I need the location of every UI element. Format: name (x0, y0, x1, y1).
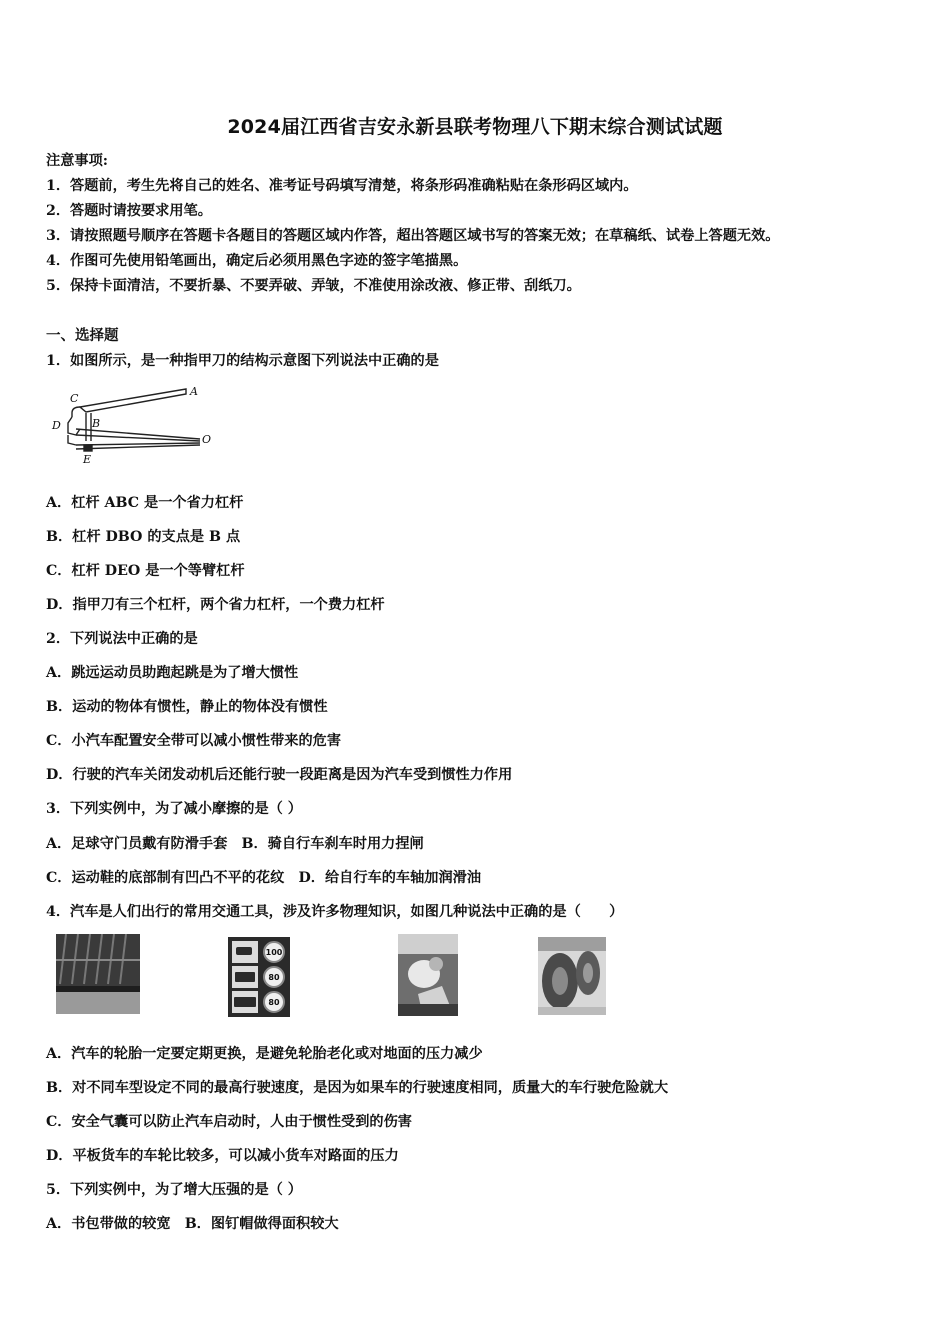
question-2-option-a: A．跳远运动员助跑起跳是为了增大惯性 (46, 665, 299, 681)
notice-item: 1．答题前，考生先将自己的姓名、准考证号码填写清楚，将条形码准确粘贴在条形码区域内。 (46, 178, 638, 194)
figure-label-c: C (70, 392, 79, 405)
notice-heading: 注意事项: (46, 153, 108, 169)
page-title: 2024届江西省吉安永新县联考物理八下期末综合测试试题 (227, 116, 723, 138)
figure-label-o: O (202, 433, 212, 446)
question-2-stem: 2．下列说法中正确的是 (46, 631, 198, 647)
truck-icon (234, 997, 256, 1007)
question-3-options-row-1: A．足球守门员戴有防滑手套 B．骑自行车刹车时用力捏闸 (46, 836, 424, 852)
speed-limit-value: 100 (265, 948, 283, 957)
question-2-option-d: D．行驶的汽车关闭发动机后还能行驶一段距离是因为汽车受到惯性力作用 (46, 767, 513, 783)
notice-item: 3．请按照题号顺序在答题卡各题目的答题区域内作答，超出答题区域书写的答案无效；在草稿纸、试卷上答题无效。 (46, 228, 780, 244)
truck-wheels-image (538, 937, 606, 1015)
question-1-stem: 1．如图所示，是一种指甲刀的结构示意图下列说法中正确的是 (46, 353, 439, 369)
question-4-stem: 4．汽车是人们出行的常用交通工具，涉及许多物理知识，如图几种说法中正确的是（ ） (46, 904, 624, 920)
notice-item: 5．保持卡面清洁，不要折暴、不要弄破、弄皱，不准使用涂改液、修正带、刮纸刀。 (46, 278, 581, 294)
question-1-option-d: D．指甲刀有三个杠杆，两个省力杠杆，一个费力杠杆 (46, 597, 385, 613)
question-5-options-row-1: A．书包带做的较宽 B．图钉帽做得面积较大 (46, 1216, 339, 1232)
bus-icon (235, 972, 255, 982)
question-1-option-b: B．杠杆 DBO 的支点是 B 点 (46, 529, 241, 545)
question-3-options-row-2: C．运动鞋的底部制有凹凸不平的花纹 D．给自行车的车轴加润滑油 (46, 870, 482, 886)
car-icon (236, 947, 252, 955)
question-4-option-b: B．对不同车型设定不同的最高行驶速度，是因为如果车的行驶速度相同，质量大的车行驶危险就大 (46, 1080, 669, 1096)
figure-label-b: B (92, 417, 101, 430)
question-5-stem: 5．下列实例中，为了增大压强的是（ ） (46, 1182, 302, 1198)
question-4-option-a: A．汽车的轮胎一定要定期更换，是避免轮胎老化或对地面的压力减少 (46, 1046, 483, 1062)
figure-label-d: D (52, 419, 61, 432)
airbag-image (398, 934, 458, 1016)
question-4-option-d: D．平板货车的车轮比较多，可以减小货车对路面的压力 (46, 1148, 399, 1164)
question-2-option-b: B．运动的物体有惯性，静止的物体没有惯性 (46, 699, 328, 715)
notice-item: 2．答题时请按要求用笔。 (46, 203, 212, 219)
question-3-stem: 3．下列实例中，为了减小摩擦的是（ ） (46, 801, 302, 817)
speed-limit-value: 80 (268, 973, 280, 982)
question-2-option-c: C．小汽车配置安全带可以减小惯性带来的危害 (46, 733, 342, 749)
speed-limit-value: 80 (268, 998, 280, 1007)
question-4-option-c: C．安全气囊可以防止汽车启动时，人由于惯性受到的伤害 (46, 1114, 412, 1130)
notice-item: 4．作图可先使用铅笔画出，确定后必须用黑色字迹的签字笔描黑。 (46, 253, 468, 269)
tire-tread-image (56, 934, 140, 1014)
question-1-option-a: A．杠杆 ABC 是一个省力杠杆 (46, 495, 244, 511)
speed-limit-sign-image (228, 937, 290, 1017)
question-1-option-c: C．杠杆 DEO 是一个等臂杠杆 (46, 563, 245, 579)
figure-label-e: E (83, 453, 92, 465)
section-heading: 一、选择题 (46, 327, 119, 344)
nail-clipper-figure (50, 383, 215, 465)
figure-label-a: A (190, 385, 198, 398)
